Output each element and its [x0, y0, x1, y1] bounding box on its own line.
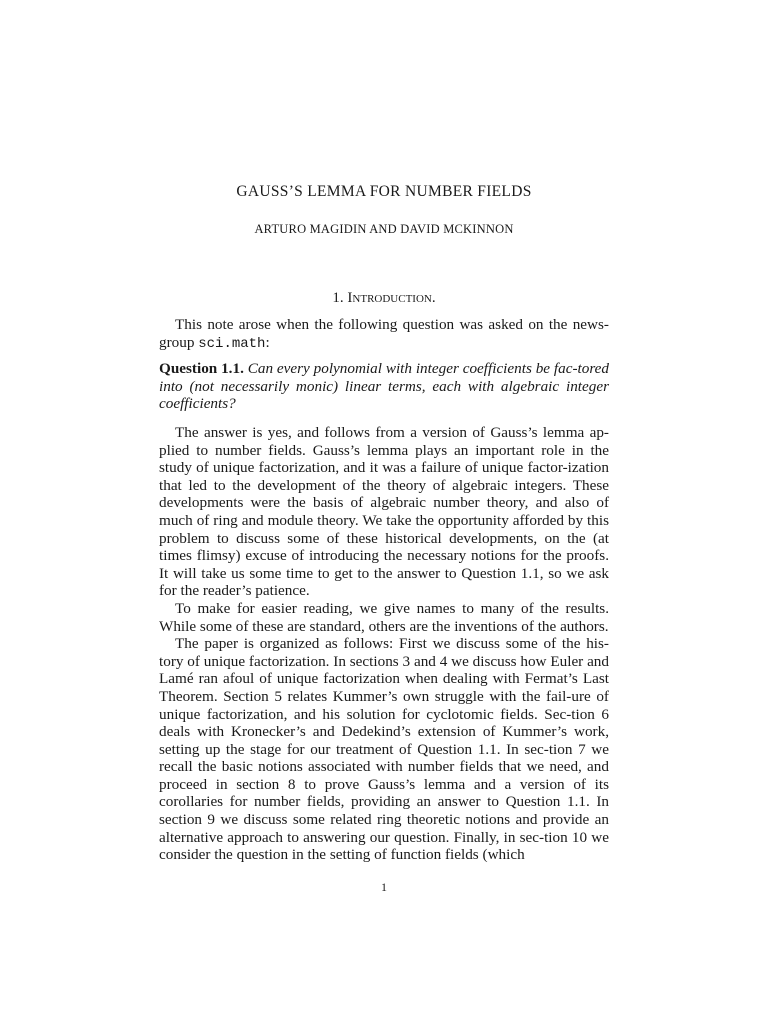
section-title: Introduction. — [347, 290, 436, 306]
newsgroup-name: sci.math — [198, 335, 266, 352]
intro-paragraph — [159, 316, 609, 353]
intro-tail: : — [265, 333, 270, 351]
page-number: 1 — [381, 880, 387, 894]
paper-title: GAUSS’S LEMMA FOR NUMBER FIELDS — [236, 183, 532, 200]
question-text: Can every polynomial with integer coefficients be fac-tored into (not necessarily monic) linear terms, each with algebraic integer coefficients? — [159, 360, 610, 413]
body-paragraph-3: The paper is organized as follows: First we discuss some of the his-tory of unique factorization. In sections 3 and 4 we discuss how Euler and Lamé ran afoul of unique factorization when dealing with Fermat’s Last Theorem. Section 5 relates Kummer’s own struggle with the fail-ure of unique factorization, and his solution for cyclotomic fields. Sec-tion 6 deals with Kronecker’s and Dedekind’s extension of Kummer’s work, setting up the stage for our treatment of Question 1.1. In sec-tion 7 we recall the basic notions associated with number fields that we need, and proceed in section 8 to prove Gauss’s lemma and a version of its corollaries for number fields, providing an answer to Question 1.1. In section 9 we discuss some related ring theoretic notions and provide an alternative approach to answering our question. Finally, in sec-tion 10 we consider the question in the setting of function fields (which — [159, 635, 609, 864]
body-paragraph-2: To make for easier reading, we give names to many of the results. While some of these are standard, others are the inventions of the authors. — [159, 599, 609, 635]
section-heading — [0, 290, 768, 307]
intro-paragraph-block — [159, 316, 609, 353]
question-label: Question 1.1. — [159, 360, 244, 377]
section-number: 1. — [332, 290, 344, 306]
question-block — [159, 360, 609, 413]
body-text — [159, 424, 609, 864]
body-paragraph-1: The answer is yes, and follows from a version of Gauss’s lemma ap-plied to number fields. Gauss’s lemma plays an important role in the study of unique factorization, and it was a failure of unique factor-ization that led to the development of the theory of algebraic integers. These developments were the basis of algebraic number theory, and also of much of ring and module theory. We take the opportunity afforded by this problem to discuss some of these historical developments, on the (at times flimsy) excuse of introducing the necessary notions for the proofs. It will take us some time to get to the answer to Question 1.1, so we ask for the reader’s patience. — [159, 424, 609, 600]
question-paragraph — [159, 360, 609, 413]
intro-text: This note arose when the following question was asked on the news-group — [159, 316, 609, 351]
paper-authors: ARTURO MAGIDIN AND DAVID MCKINNON — [254, 222, 514, 236]
